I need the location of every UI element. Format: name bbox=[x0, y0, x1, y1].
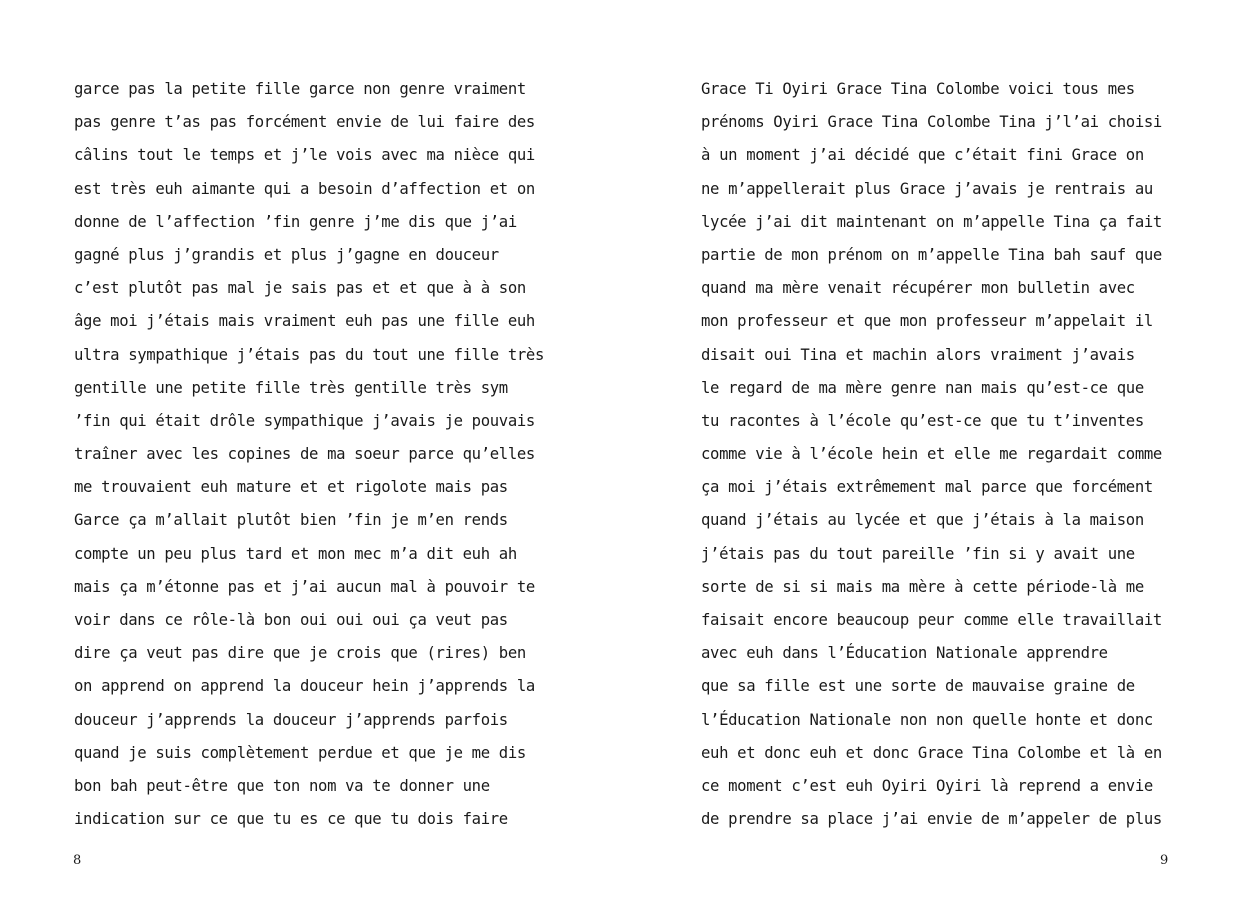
text-line: faisait encore beaucoup peur comme elle travaillait bbox=[701, 611, 1162, 629]
text-line: euh et donc euh et donc Grace Tina Colombe et là en bbox=[701, 743, 1162, 762]
text-line: à un moment j’ai décidé que c’était fini Grace on bbox=[701, 146, 1144, 165]
text-line: dire ça veut pas dire que je crois que (rires) ben bbox=[74, 644, 526, 663]
text-line: ultra sympathique j’étais pas du tout une fille très bbox=[74, 345, 544, 364]
text-line: lycée j’ai dit maintenant on m’appelle Tina ça fait bbox=[701, 212, 1162, 231]
text-line: compte un peu plus tard et mon mec m’a dit euh ah bbox=[74, 544, 517, 563]
text-line: quand je suis complètement perdue et que je me dis bbox=[74, 743, 526, 762]
right-page-number: 9 bbox=[1160, 853, 1169, 868]
text-line: l’Éducation Nationale non non quelle honte et donc bbox=[701, 710, 1153, 729]
text-line: j’étais pas du tout pareille ’fin si y avait une bbox=[701, 544, 1135, 563]
text-line: de prendre sa place j’ai envie de m’appeler de plus bbox=[701, 810, 1162, 829]
text-line: disait oui Tina et machin alors vraiment j’avais bbox=[701, 345, 1135, 364]
right-page-text bbox=[701, 73, 1221, 836]
text-line: gagné plus j’grandis et plus j’gagne en douceur bbox=[74, 245, 499, 264]
text-line: ’fin qui était drôle sympathique j’avais je pouvais bbox=[74, 411, 535, 430]
text-line: indication sur ce que tu es ce que tu dois faire bbox=[74, 810, 508, 829]
text-line: pas genre t’as pas forcément envie de lui faire des bbox=[74, 113, 535, 132]
text-line: sorte de si si mais ma mère à cette période-là me bbox=[701, 577, 1144, 596]
text-line: câlins tout le temps et j’le vois avec ma nièce qui bbox=[74, 146, 535, 165]
text-line: quand ma mère venait récupérer mon bulletin avec bbox=[701, 279, 1135, 298]
text-line: partie de mon prénom on m’appelle Tina bah sauf que bbox=[701, 245, 1162, 264]
text-line: garce pas la petite fille garce non genre vraiment bbox=[74, 80, 526, 98]
text-line: le regard de ma mère genre nan mais qu’est-ce que bbox=[701, 378, 1144, 397]
text-line: c’est plutôt pas mal je sais pas et et que à à son bbox=[74, 279, 526, 298]
text-line: douceur j’apprends la douceur j’apprends parfois bbox=[74, 710, 508, 729]
left-page-number: 8 bbox=[73, 853, 82, 868]
text-line: mais ça m’étonne pas et j’ai aucun mal à pouvoir te bbox=[74, 577, 535, 596]
text-line: avec euh dans l’Éducation Nationale apprendre bbox=[701, 644, 1108, 663]
text-line: on apprend on apprend la douceur hein j’apprends la bbox=[74, 677, 535, 696]
text-line: mon professeur et que mon professeur m’appelait il bbox=[701, 312, 1153, 331]
text-line: ne m’appellerait plus Grace j’avais je rentrais au bbox=[701, 179, 1153, 198]
text-line: Garce ça m’allait plutôt bien ’fin je m’en rends bbox=[74, 511, 508, 530]
text-line: âge moi j’étais mais vraiment euh pas une fille euh bbox=[74, 312, 535, 331]
right-page bbox=[627, 0, 1254, 913]
left-page-text bbox=[74, 73, 574, 836]
text-line: voir dans ce rôle-là bon oui oui oui ça veut pas bbox=[74, 611, 508, 629]
text-line: que sa fille est une sorte de mauvaise graine de bbox=[701, 677, 1135, 696]
text-line: bon bah peut-être que ton nom va te donner une bbox=[74, 776, 490, 795]
text-line: traîner avec les copines de ma soeur parce qu’elles bbox=[74, 445, 535, 464]
text-line: quand j’étais au lycée et que j’étais à la maison bbox=[701, 511, 1144, 530]
text-line: Grace Ti Oyiri Grace Tina Colombe voici tous mes bbox=[701, 80, 1135, 98]
text-line: comme vie à l’école hein et elle me regardait comme bbox=[701, 445, 1162, 464]
text-line: donne de l’affection ’fin genre j’me dis que j’ai bbox=[74, 212, 517, 231]
text-line: me trouvaient euh mature et et rigolote mais pas bbox=[74, 478, 508, 497]
text-line: tu racontes à l’école qu’est-ce que tu t’inventes bbox=[701, 411, 1144, 430]
text-line: ça moi j’étais extrêmement mal parce que forcément bbox=[701, 478, 1153, 497]
text-line: ce moment c’est euh Oyiri Oyiri là reprend a envie bbox=[701, 776, 1153, 795]
text-line: gentille une petite fille très gentille très sym bbox=[74, 378, 508, 397]
text-line: prénoms Oyiri Grace Tina Colombe Tina j’l’ai choisi bbox=[701, 113, 1162, 132]
text-line: est très euh aimante qui a besoin d’affection et on bbox=[74, 179, 535, 198]
